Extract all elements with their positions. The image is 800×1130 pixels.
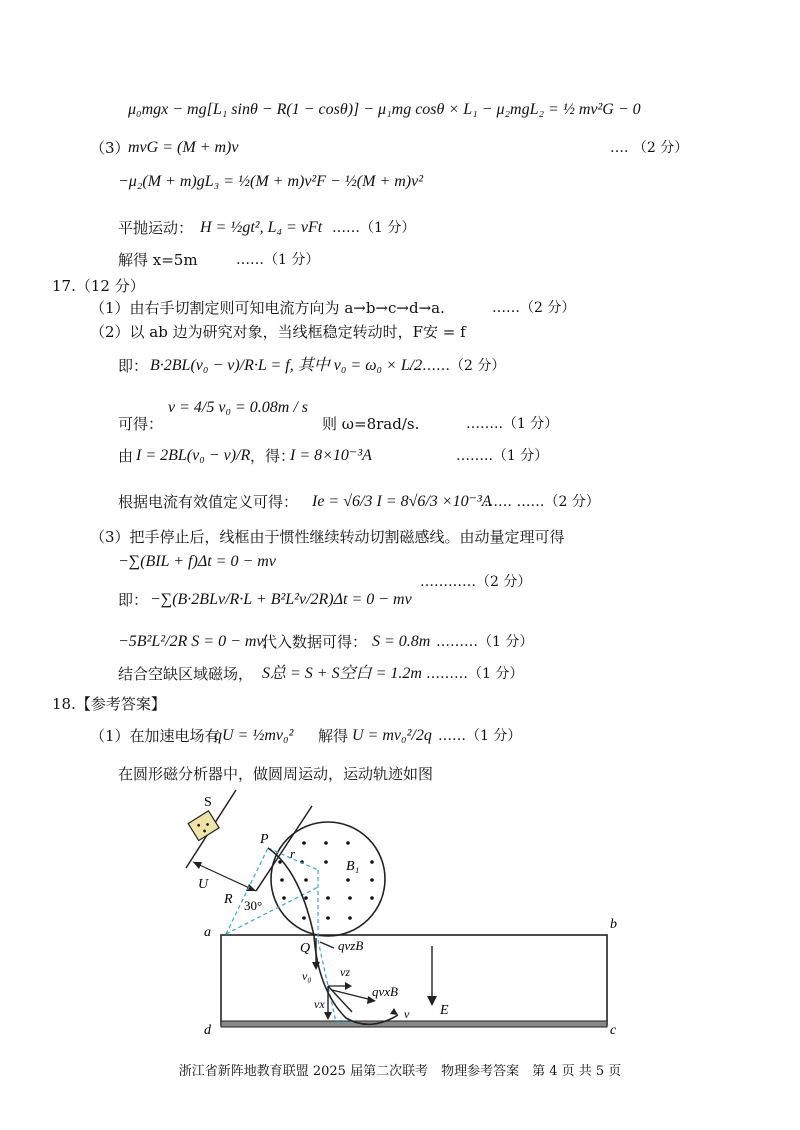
q17-current-equation: I = 2BL(v₀ − v)/R [136,447,251,464]
label-vz: vz [340,965,350,979]
label-a: a [204,925,211,940]
projectile-score: ……（1 分） [332,220,416,236]
q18-description: 在圆形磁分析器中，做圆周运动，运动轨迹如图 [118,765,434,783]
energy-equation: μ₀mgx − mg[L₁ sinθ − R(1 − cosθ)] − μ₁mg cosθ × L₁ − μ₂mgL₂ = ½ mv²G − 0 [128,101,641,118]
projectile-equation: H = ½gt², L₄ = vFt [200,219,323,236]
q17-result-score: ……..（1 分） [466,416,559,432]
q17-result-prefix: 可得： [118,415,164,433]
q17-current-mid: ，得： [250,447,296,465]
q17-impulse2-equation: −∑(B·2BLv/R·L + B²L²v/2R)Δt = 0 − mv [150,591,412,608]
label-b: b [610,917,617,932]
page-footer: 浙江省新阵地教育联盟 2025 届第二次联考 物理参考答案 第 4 页 共 5 页 [178,1064,622,1079]
tangent-line-p [256,806,312,891]
label-qvxb: qvxB [372,984,398,999]
q17-eq-prefix: 即： [118,357,149,375]
solve-result: 解得 x=5m [118,251,198,269]
q17-effective-equation: Ie = √6/3 I = 8√6/3 ×10⁻³A [312,493,492,510]
q17-force-score: ………（2 分） [408,358,506,374]
label-v: v [404,1007,410,1021]
q17-impulse-equation: −∑(BIL + f)Δt = 0 − mv [118,553,276,570]
q17-current-score: ……..（1 分） [456,448,549,464]
q18-voltage-equation: U = mv₀²/2q [352,727,432,744]
momentum-equation: mvG = (M + m)v [128,139,239,156]
q17-force-equation: B·2BL(v₀ − v)/R·L = f, 其中 v₀ = ω₀ × L/2 [150,357,423,374]
q17-combine-score: ………（1 分） [426,666,524,682]
q18-header: 18.【参考答案】 [52,695,166,713]
q16-part3-score: …. （2 分） [610,140,689,156]
q18-part1-score: ……（1 分） [438,728,522,744]
label-r: r [290,846,296,861]
label-s: S [204,795,212,810]
label-vx: vx [314,997,325,1011]
q17-header: 17.（12 分） [52,277,145,295]
qvzb-vector [320,942,334,948]
label-e: E [440,1003,449,1018]
q18-accel-equation: qU = ½mv₀² [214,727,294,744]
solve-score: ……（1 分） [236,252,320,268]
q17-impulse2-score: …………（2 分） [420,574,532,590]
q17-combine-equation: S总 = S + S空白 = 1.2m [262,665,422,682]
q17-current-prefix: 由 [118,447,134,465]
qvxb-vector [332,990,372,1000]
label-u: U [198,877,209,892]
q17-current-value: I = 8×10⁻³A [290,447,372,464]
q17-effective-prefix: 根据电流有效值定义可得： [118,493,299,511]
label-q: Q [300,941,311,956]
q17-omega-result: 则 ω=8rad/s. [322,415,420,433]
label-p: P [260,832,269,847]
ion-source-box [188,811,219,841]
q18-solve-mid: 解得 [318,727,349,745]
q17-part1-text: （1）由右手切割定则可知电流方向为 a→b→c→d→a. [90,299,445,317]
projectile-prefix: 平抛运动： [118,219,194,237]
q17-distance-value: S = 0.8m [372,633,431,650]
q17-part3-text: （3）把手停止后，线框由于惯性继续转动切割磁感线。由动量定理可得 [90,528,565,546]
label-big-r: R [224,892,233,907]
q17-distance-mid: 代入数据可得： [262,633,368,651]
q17-combine-prefix: 结合空缺区域磁场， [118,665,254,683]
field-region-rect [221,935,607,1025]
q17-part1-score: ……（2 分） [492,300,576,316]
q18-part1-prefix: （1）在加速电场有 [90,727,220,745]
q17-effective-score: …… ……（2 分） [484,494,600,510]
q17-velocity-equation: v = 4/5 v₀ = 0.08m / s [168,399,309,416]
label-v0: v₀ [302,969,312,983]
q17-distance-equation: −5B²L²/2R S = 0 − mv, [118,633,267,650]
q17-part2-text: （2）以 ab 边为研究对象，当线框稳定转动时，F安 = f [90,323,466,341]
label-c: c [610,1023,617,1038]
label-30deg: 30° [244,898,263,913]
bottom-plate [221,1021,607,1027]
q17-impulse2-prefix: 即： [118,591,149,609]
friction-energy-equation: −μ₂(M + m)gL₃ = ½(M + m)v²F − ½(M + m)v² [118,173,424,190]
q16-part3-label: （3） [90,139,130,157]
label-b1: B₁ [346,859,360,874]
label-qvzb: qvzB [338,938,364,953]
q17-distance-score: ………（1 分） [436,634,534,650]
label-d: d [204,1023,211,1038]
